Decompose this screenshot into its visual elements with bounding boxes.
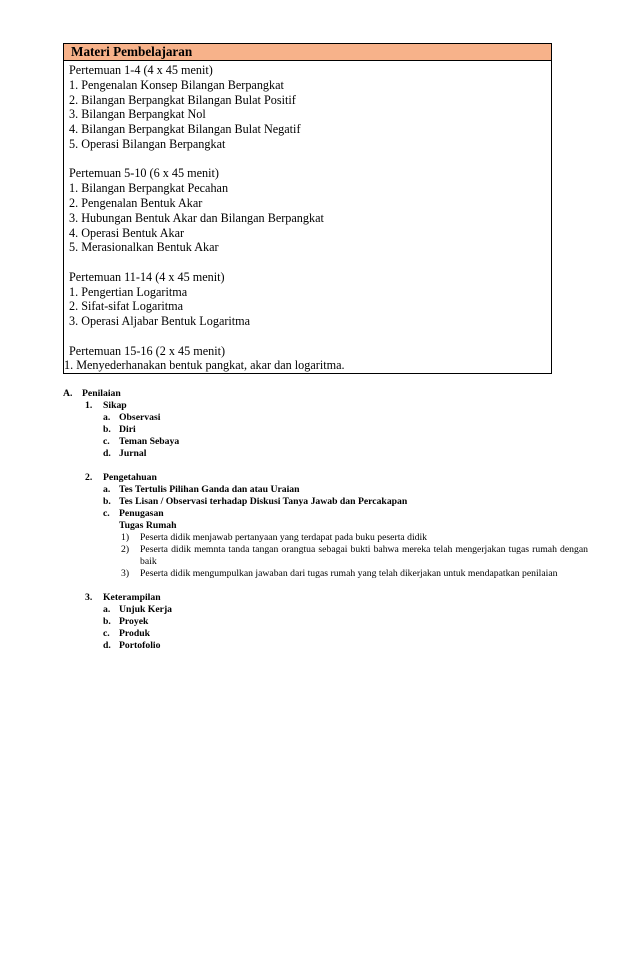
list-marker: b. <box>103 496 111 507</box>
materi-item: 4. Bilangan Berpangkat Bilangan Bulat Negatif <box>69 122 301 137</box>
materi-item: 1. Bilangan Berpangkat Pecahan <box>69 181 229 196</box>
list-item-label: Unjuk Kerja <box>119 604 173 615</box>
list-marker: 3) <box>121 568 130 579</box>
list-item <box>63 412 588 424</box>
sikap-heading <box>63 400 588 412</box>
list-marker: 2) <box>121 544 130 555</box>
materi-item: 2. Pengenalan Bentuk Akar <box>69 195 203 210</box>
penilaian-heading <box>63 388 588 400</box>
pertemuan-title: Pertemuan 1-4 (4 x 45 menit) <box>69 63 213 77</box>
tugas-item <box>63 532 588 544</box>
list-item-label: Observasi <box>119 412 161 423</box>
list-marker: 3. <box>85 592 93 603</box>
pertemuan-group-2 <box>64 166 551 255</box>
section-title: Penilaian <box>82 388 121 399</box>
list-marker: a. <box>103 484 111 495</box>
tugas-rumah-heading: Tugas Rumah <box>119 520 177 531</box>
list-item-label: Diri <box>119 424 136 435</box>
materi-item: 3. Hubungan Bentuk Akar dan Bilangan Berpangkat <box>69 210 324 225</box>
list-item-label: Tes Lisan / Observasi terhadap Diskusi Tanya Jawab dan Percakapan <box>119 496 408 507</box>
spacer <box>63 460 588 472</box>
list-item <box>63 436 588 448</box>
materi-item: 3. Operasi Aljabar Bentuk Logaritma <box>69 314 251 329</box>
tugas-item <box>63 568 588 580</box>
list-item <box>63 628 588 640</box>
spacer <box>63 580 588 592</box>
list-item-label: Teman Sebaya <box>119 436 180 447</box>
pertemuan-title: Pertemuan 11-14 (4 x 45 menit) <box>69 269 225 284</box>
list-item <box>63 484 588 496</box>
pengetahuan-heading <box>63 472 588 484</box>
list-item <box>63 640 588 652</box>
materi-item: 3. Bilangan Berpangkat Nol <box>69 107 206 122</box>
list-marker: 1. <box>85 400 93 411</box>
tugas-text: Peserta didik mengumpulkan jawaban dari tugas rumah yang telah dikerjakan untuk mendapatkan penilaian <box>140 568 558 579</box>
list-item-label: Produk <box>119 628 151 639</box>
list-marker: 1) <box>121 532 130 543</box>
materi-item: 5. Merasionalkan Bentuk Akar <box>69 240 219 255</box>
keterampilan-title: Keterampilan <box>103 592 161 603</box>
list-marker: a. <box>103 412 111 423</box>
materi-item: 2. Sifat-sifat Logaritma <box>69 299 184 314</box>
list-item <box>63 616 588 628</box>
pertemuan-title: Pertemuan 5-10 (6 x 45 menit) <box>69 166 219 181</box>
materi-header: Materi Pembelajaran <box>64 44 551 61</box>
list-marker: d. <box>103 448 111 459</box>
materi-body <box>64 61 551 373</box>
list-marker: d. <box>103 640 111 651</box>
materi-item: 2. Bilangan Berpangkat Bilangan Bulat Positif <box>69 92 296 107</box>
list-marker: c. <box>103 508 110 519</box>
list-marker: c. <box>103 436 110 447</box>
list-marker: b. <box>103 616 111 627</box>
materi-item: 4. Operasi Bentuk Akar <box>69 225 185 240</box>
list-marker: a. <box>103 604 111 615</box>
list-item <box>63 508 588 520</box>
list-item-label: Penugasan <box>119 508 164 519</box>
penilaian-section <box>63 388 588 652</box>
list-item-label: Portofolio <box>119 640 161 651</box>
pertemuan-group-4 <box>64 344 551 374</box>
pertemuan-group-3 <box>64 270 551 329</box>
materi-item: 1. Pengenalan Konsep Bilangan Berpangkat <box>69 77 284 92</box>
keterampilan-heading <box>63 592 588 604</box>
list-item <box>63 604 588 616</box>
pengetahuan-title: Pengetahuan <box>103 472 157 483</box>
list-item <box>63 424 588 436</box>
list-marker: c. <box>103 628 110 639</box>
list-item-label: Tes Tertulis Pilihan Ganda dan atau Uraian <box>119 484 300 495</box>
section-marker: A. <box>63 388 73 399</box>
list-item <box>63 448 588 460</box>
materi-item: 5. Operasi Bilangan Berpangkat <box>69 136 226 151</box>
sikap-title: Sikap <box>103 400 127 411</box>
materi-pembelajaran-table <box>63 43 552 374</box>
pertemuan-group-1 <box>64 63 551 152</box>
list-item-label: Jurnal <box>119 448 147 459</box>
pertemuan-title: Pertemuan 15-16 (2 x 45 menit) <box>69 343 226 358</box>
list-item <box>63 496 588 508</box>
list-item-label: Proyek <box>119 616 149 627</box>
materi-item: 1. Pengertian Logaritma <box>69 284 188 299</box>
materi-item: 1. Menyederhanakan bentuk pangkat, akar dan logaritma. <box>64 358 345 373</box>
tugas-text: Peserta didik menjawab pertanyaan yang terdapat pada buku peserta didik <box>140 532 428 543</box>
list-marker: 2. <box>85 472 93 483</box>
tugas-text: Peserta didik memnta tanda tangan orangtua sebagai bukti bahwa mereka telah mengerjakan tugas rumah dengan baik <box>140 544 588 567</box>
tugas-item <box>63 544 588 568</box>
list-marker: b. <box>103 424 111 435</box>
